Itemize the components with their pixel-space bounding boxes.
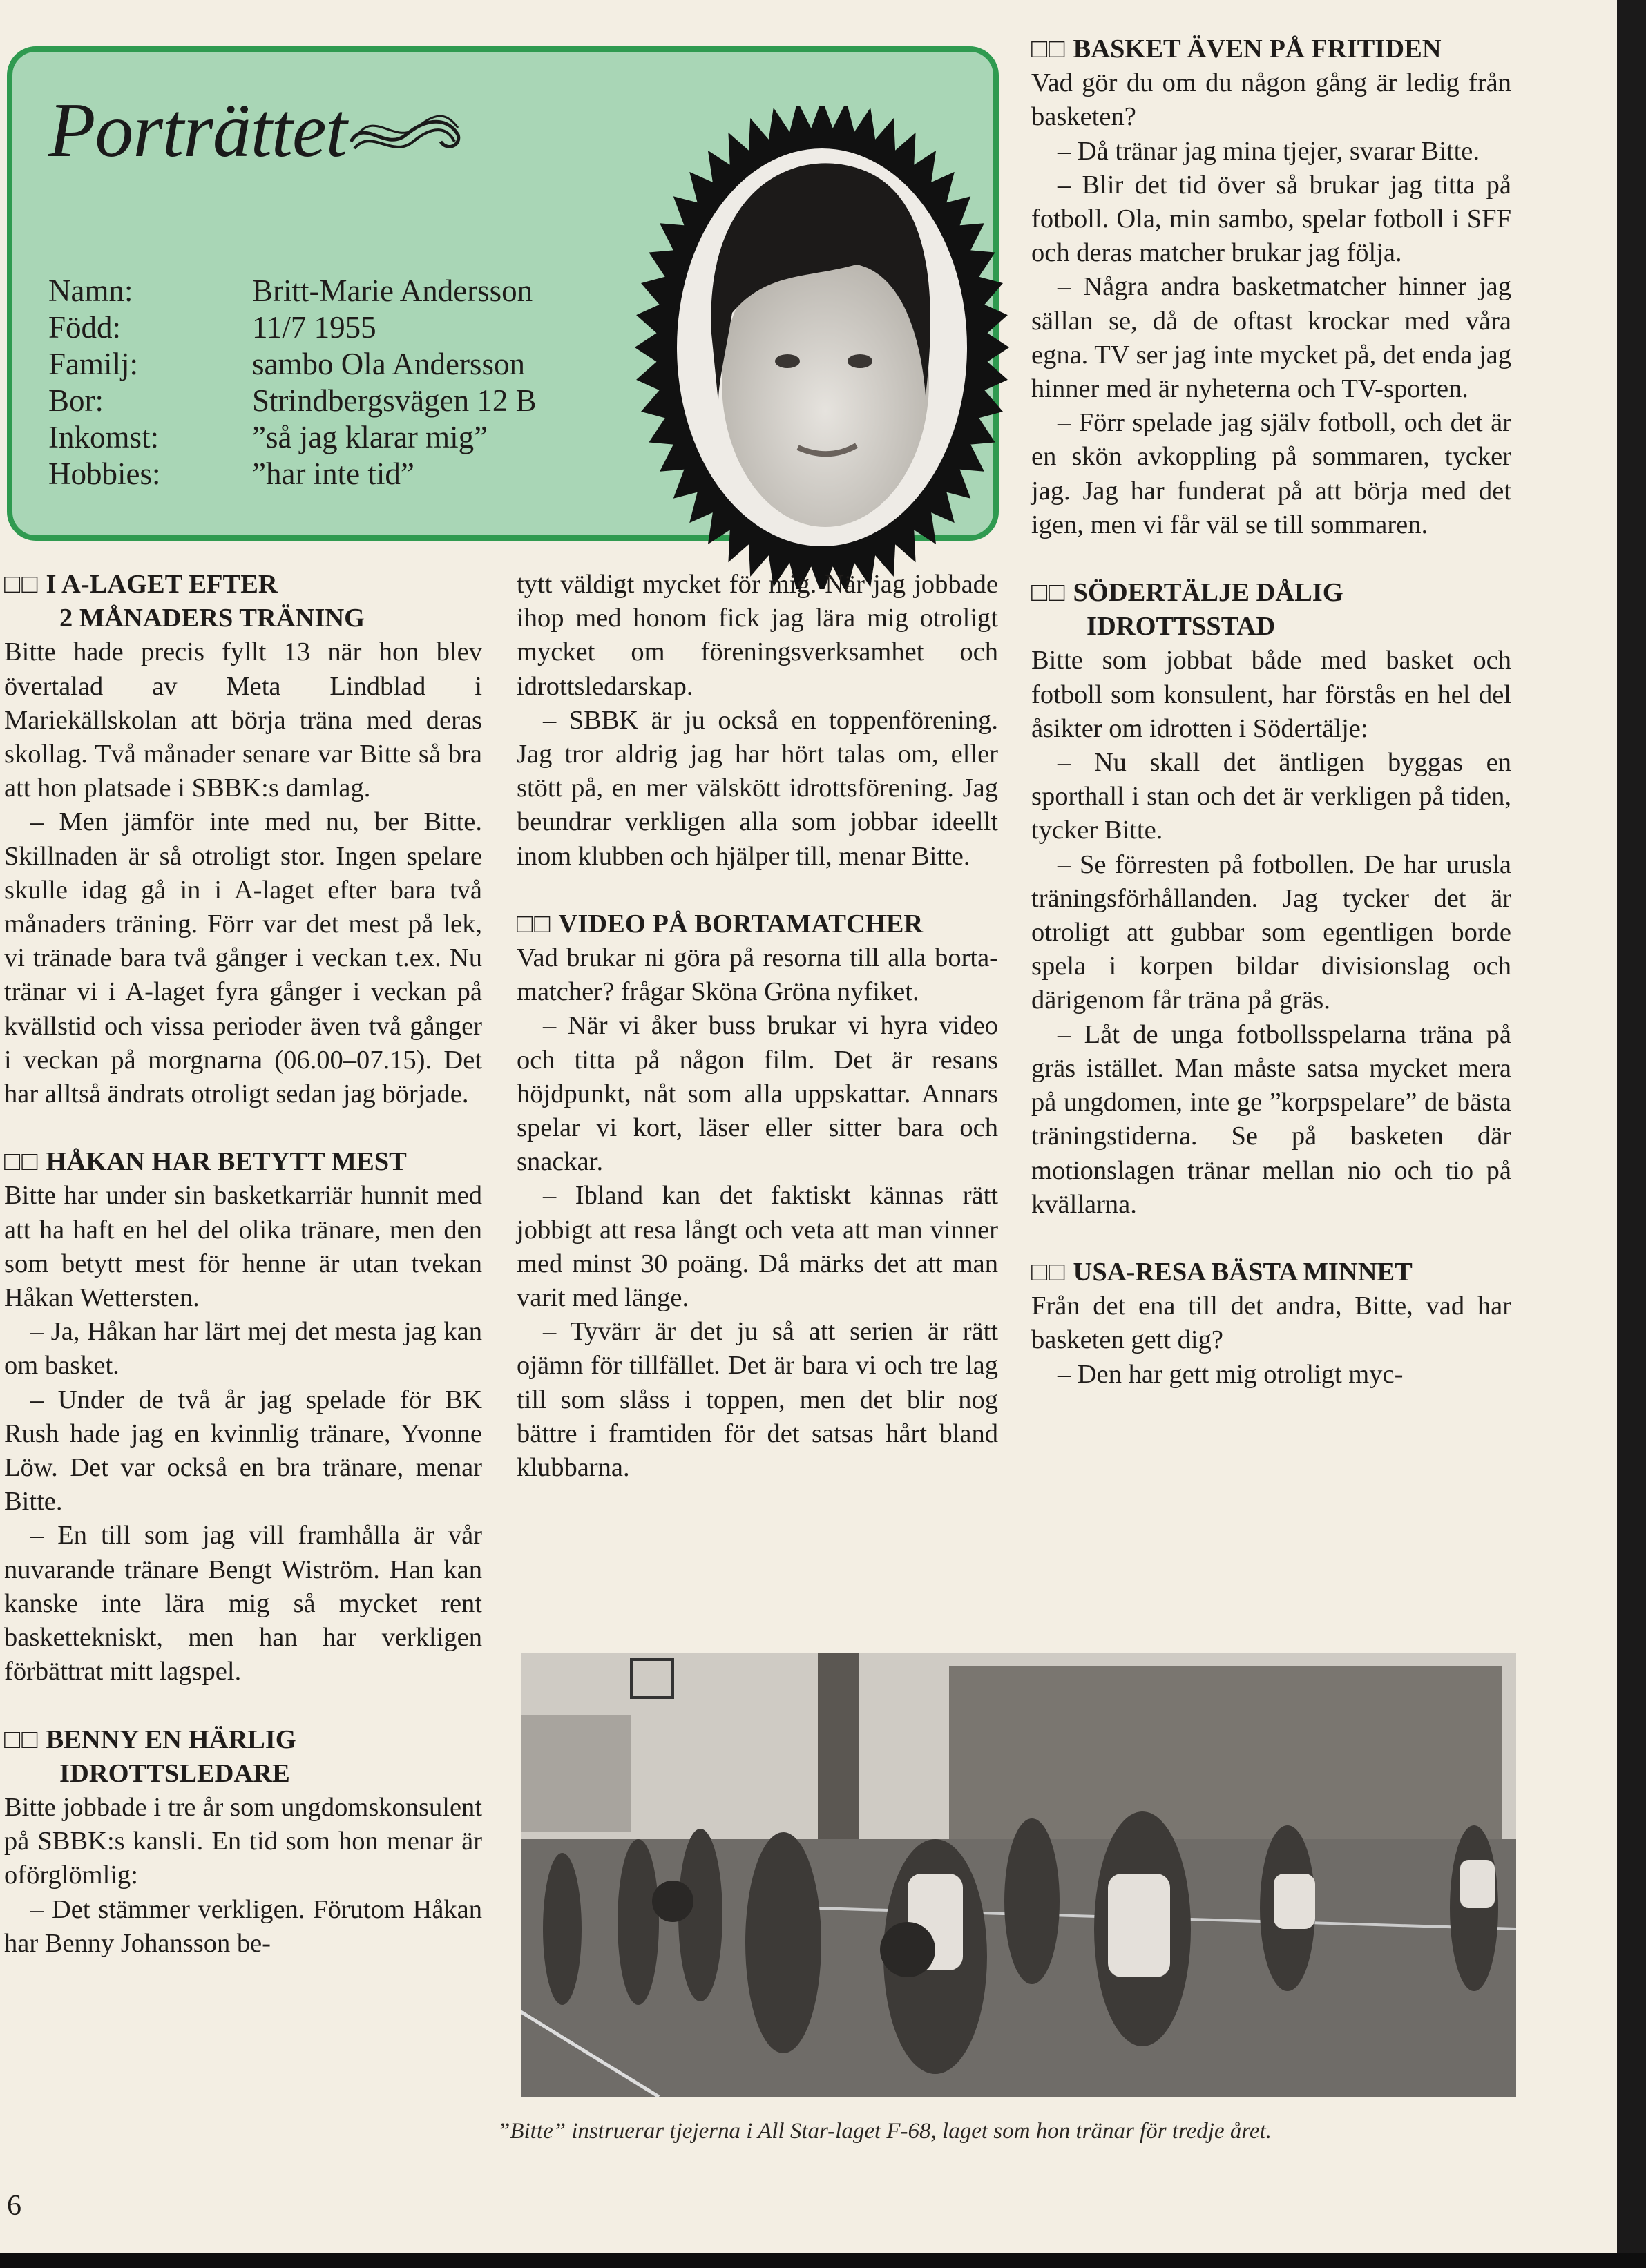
quote-paragraph: – Under de två år jag spelade för BK Rush hade jag en kvinnlig tränare, Yvonne Löw. Det var också en bra tränare, menar Bitte. bbox=[4, 1385, 482, 1517]
quote-paragraph: – Då tränar jag mina tjejer, svarar Bitte. bbox=[1058, 136, 1480, 166]
quote-paragraph: – Det stämmer verkligen. Förutom Håkan har Benny Johansson be- bbox=[4, 1894, 482, 1958]
body-paragraph: Vad brukar ni göra på resorna till alla borta-matcher? frågar Sköna Gröna nyfiket. bbox=[517, 943, 998, 1007]
fact-label: Inkomst: bbox=[48, 420, 160, 454]
profile-fact-row bbox=[48, 383, 537, 419]
portrait-title: Porträttet bbox=[48, 88, 347, 173]
body-paragraph: tytt väldigt mycket för mig. När jag jobbade ihop med honom fick jag lära mig otroligt mycket om föreningsverksamhet och idrottsledarskap. bbox=[517, 570, 998, 701]
heading-line: IDROTTSSTAD bbox=[1087, 612, 1276, 642]
body-paragraph: Bitte har under sin basketkarriär hunnit med att ha haft en hel del olika tränare, men den som betytt mest för henne är utan tvekan Håkan Wettersten. bbox=[4, 1181, 482, 1313]
body-paragraph: Från det ena till det andra, Bitte, vad har basketen gett dig? bbox=[1031, 1291, 1511, 1355]
section-heading bbox=[1031, 32, 1511, 66]
profile-fact-row bbox=[48, 273, 537, 309]
heading-marker: □□ bbox=[517, 909, 552, 939]
heading-marker: □□ bbox=[4, 1147, 39, 1177]
fact-value: Britt-Marie Andersson bbox=[252, 273, 533, 308]
heading-line: I A-LAGET EFTER bbox=[46, 570, 278, 599]
heading-marker: □□ bbox=[1031, 578, 1066, 608]
fact-label: Född: bbox=[48, 310, 122, 345]
page-edge-bottom bbox=[0, 2253, 1646, 2268]
profile-fact-row bbox=[48, 346, 537, 383]
page-edge-shadow bbox=[1617, 0, 1646, 2268]
quote-paragraph: – Förr spelade jag själv fotboll, och det är en skön avkoppling på sommaren, tycker jag. Jag har funderat på att börja med det igen, men vi får väl se till sommaren. bbox=[1031, 408, 1511, 539]
fact-value: ”har inte tid” bbox=[252, 457, 414, 491]
profile-fact-row bbox=[48, 309, 537, 346]
section-heading bbox=[1031, 576, 1511, 644]
heading-line: SÖDERTÄLJE DÅLIG bbox=[1073, 578, 1343, 608]
heading-marker: □□ bbox=[4, 1724, 39, 1754]
quote-paragraph: – Några andra basketmatcher hinner jag sällan se, då de oftast krockar med våra egna. TV ser jag inte mycket på, det enda jag hinner med är nyheterna och TV-sporten. bbox=[1031, 272, 1511, 404]
quote-paragraph: – Tyvärr är det ju så att serien är rätt ojämn för tillfället. Det är bara vi och tre lag till som slåss i toppen, men det blir nog bättre i framtiden för det satsas hårt bland klubbarna. bbox=[517, 1317, 998, 1483]
section-heading bbox=[4, 1723, 482, 1791]
quote-paragraph: – Den har gett mig otroligt myc- bbox=[1058, 1359, 1404, 1389]
fact-label: Namn: bbox=[48, 273, 133, 308]
fact-value: sambo Ola Andersson bbox=[252, 347, 525, 381]
fact-label: Bor: bbox=[48, 383, 104, 418]
article-column-1 bbox=[4, 568, 482, 1961]
portrait-box bbox=[7, 46, 999, 541]
profile-fact-row bbox=[48, 456, 537, 492]
quote-paragraph: – Ibland kan det faktiskt kännas rätt jobbigt att resa långt och veta att man vinner med minst 30 poäng. Då märks det att man varit med länge. bbox=[517, 1181, 998, 1313]
body-paragraph: Bitte hade precis fyllt 13 när hon blev övertalad av Meta Lindblad i Mariekällskolan att börja träna med deras skollag. Två månader senare var Bitte så bra att hon platsade i SBBK:s damlag. bbox=[4, 637, 482, 803]
body-paragraph: Vad gör du om du någon gång är ledig från basketen? bbox=[1031, 68, 1511, 132]
heading-line: HÅKAN HAR BETYTT MEST bbox=[46, 1147, 407, 1177]
quote-paragraph: – Nu skall det äntligen byggas en sporthall i stan och det är verkligen på tiden, tycker Bitte. bbox=[1031, 748, 1511, 845]
body-paragraph: Bitte som jobbat både med basket och fotboll som konsulent, har förstås en hel del åsikter om idrotten i Södertälje: bbox=[1031, 646, 1511, 743]
profile-facts bbox=[48, 273, 537, 492]
article-column-3 bbox=[1031, 32, 1511, 1392]
section-heading bbox=[1031, 1256, 1511, 1289]
quote-paragraph: – Låt de unga fotbollsspelarna träna på gräs istället. Man måste satsa mycket mera på ungdomen, inte ge ”korpspelare” de bästa träningstiderna. Se på basketen där motionslagen tränar mellan nio och tio på kvällarna. bbox=[1031, 1019, 1511, 1219]
fact-label: Familj: bbox=[48, 347, 139, 381]
section-heading bbox=[4, 568, 482, 635]
swirl-ornament-icon bbox=[344, 110, 468, 166]
fact-value: ”så jag klarar mig” bbox=[252, 420, 488, 454]
quote-paragraph: – Ja, Håkan har lärt mej det mesta jag kan om basket. bbox=[4, 1317, 482, 1381]
heading-line: IDROTTSLEDARE bbox=[59, 1758, 290, 1788]
body-paragraph: Bitte jobbade i tre år som ungdomskonsulent på SBBK:s kansli. En tid som hon menar är oförglömlig: bbox=[4, 1792, 482, 1890]
heading-line: VIDEO PÅ BORTAMATCHER bbox=[558, 909, 924, 939]
section-heading bbox=[517, 907, 998, 941]
fact-value: 11/7 1955 bbox=[252, 310, 376, 345]
quote-paragraph: – När vi åker buss brukar vi hyra video och titta på någon film. Det är resans höjdpunkt, nåt som alla uppskattar. Annars spelar vi kort, läser eller sitter bara och snackar. bbox=[517, 1011, 998, 1177]
quote-paragraph: – Blir det tid över så brukar jag titta på fotboll. Ola, min sambo, spelar fotboll i SFF och deras matcher brukar jag följa. bbox=[1031, 170, 1511, 268]
heading-line: USA-RESA BÄSTA MINNET bbox=[1073, 1257, 1413, 1287]
photo-caption: ”Bitte” instruerar tjejerna i All Star-laget F-68, laget som hon tränar för tredje året. bbox=[497, 2119, 1272, 2144]
heading-line: 2 MÅNADERS TRÄNING bbox=[59, 604, 365, 633]
fact-label: Hobbies: bbox=[48, 457, 161, 491]
quote-paragraph: – SBBK är ju också en toppenförening. Jag tror aldrig jag har hört talas om, eller stött på, en mer välskött idrottsförening. Jag beundrar verkligen alla som jobbar ideellt inom klubben och hjälper till, menar Bitte. bbox=[517, 705, 998, 871]
quote-paragraph: – Men jämför inte med nu, ber Bitte. Skillnaden är så otroligt stor. Ingen spelare skulle idag gå in i A-laget efter bara två månaders träning. Förr var det mest på lek, vi tränade bara två gånger i veckan t.ex. Nu tränar vi i A-laget fyra gånger i veckan på kvällstid och vissa perioder även två gånger i veckan på morgnarna (06.00–07.15). Det har alltså ändrats otroligt sedan jag började. bbox=[4, 807, 482, 1109]
heading-marker: □□ bbox=[4, 570, 39, 599]
quote-paragraph: – En till som jag vill framhålla är vår nuvarande tränare Bengt Wiström. Han kan kanske inte lära mig så mycket rent baskettekniskt, men han har verkligen förbättrat mitt lagspel. bbox=[4, 1521, 482, 1686]
heading-marker: □□ bbox=[1031, 1257, 1066, 1287]
portrait-photo bbox=[629, 106, 1015, 589]
section-heading bbox=[4, 1145, 482, 1179]
page-number: 6 bbox=[7, 2190, 21, 2222]
heading-line: BASKET ÄVEN PÅ FRITIDEN bbox=[1073, 35, 1442, 64]
article-column-2 bbox=[517, 568, 998, 1485]
heading-marker: □□ bbox=[1031, 35, 1066, 64]
quote-paragraph: – Se förresten på fotbollen. De har urusla träningsförhållanden. Jag tycker det är otroligt att gubbar som egentligen borde spela i korpen bildar divisionslag och därigenom får träna på gräs. bbox=[1031, 849, 1511, 1015]
gym-team-photo bbox=[521, 1653, 1516, 2097]
fact-value: Strindbergsvägen 12 B bbox=[252, 383, 537, 418]
heading-line: BENNY EN HÄRLIG bbox=[46, 1724, 296, 1754]
profile-fact-row bbox=[48, 419, 537, 456]
